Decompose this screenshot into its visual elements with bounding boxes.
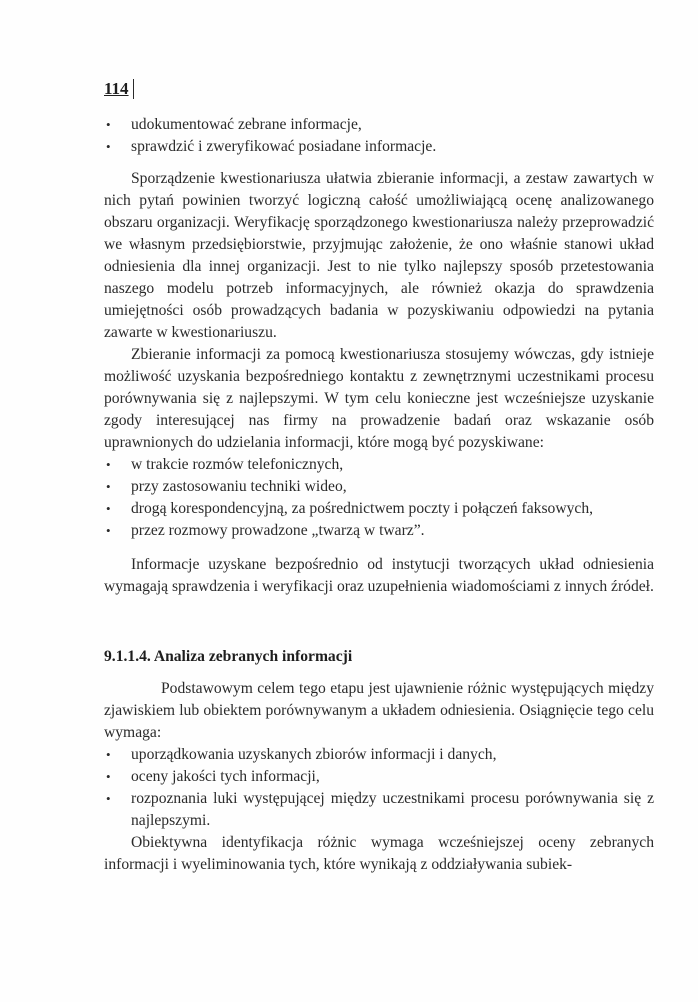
section-heading: 9.1.1.4. Analiza zebranych informacji (104, 648, 353, 665)
list-item: • drogą korespondencyjną, za pośrednictwem poczty i połączeń faksowych, (104, 498, 654, 520)
list-item: • oceny jakości tych informacji, (104, 766, 654, 788)
page-number: 114 (104, 79, 134, 99)
paragraph-verification: Informacje uzyskane bezpośrednio od instytucji tworzących układ odniesienia wymagają sprawdzenia i weryfikacji oraz uzupełnienia wiadomościami z innych źródeł. (104, 556, 654, 595)
method-bullet-list (104, 454, 654, 542)
list-item: • sprawdzić i zweryfikować posiadane informacje. (104, 136, 654, 158)
page-content (104, 114, 654, 876)
intro-bullet-list (104, 114, 654, 158)
paragraph-data-collection: Zbieranie informacji za pomocą kwestionariusza stosujemy wówczas, gdy istnieje możliwość uzyskania bezpośredniego kontaktu z zewnętrznymi uczestnikami procesu porównywania się z najlepszymi. W tym celu konieczne jest wcześniejsze uzyskanie zgody interesującej nas firmy na prowadzenie badań oraz wskazanie osób uprawnionych do udzielania informacji, które mogą być pozyskiwane: (104, 346, 654, 451)
list-item: • w trakcie rozmów telefonicznych, (104, 454, 654, 476)
paragraph-questionnaire: Sporządzenie kwestionariusza ułatwia zbieranie informacji, a zestaw zawartych w nich pytań powinien tworzyć logiczną całość umożliwiającą ocenę analizowanego obszaru organizacji. Weryfikację sporządzonego kwestionariusza należy przeprowadzić we własnym przedsiębiorstwie, przyjmując założenie, że ono właśnie stanowi układ odniesienia dla innej organizacji. Jest to nie tylko najlepszy sposób przetestowania naszego modelu potrzeb informacyjnych, ale również okazja do sprawdzenia umiejętności osób prowadzących badania w pozyskiwaniu odpowiedzi na pytania zawarte w kwestionariuszu. (104, 170, 654, 341)
paragraph-analysis-goal: Podstawowym celem tego etapu jest ujawnienie różnic występujących między zjawiskiem lub obiektem porównywanym a układem odniesienia. Osiągnięcie tego celu wymaga: (104, 680, 654, 741)
list-item: • uporządkowania uzyskanych zbiorów informacji i danych, (104, 744, 654, 766)
list-item: • przez rozmowy prowadzone „twarzą w twarz”. (104, 520, 654, 542)
goal-bullet-list (104, 744, 654, 832)
list-item: • udokumentować zebrane informacje, (104, 114, 654, 136)
list-item: • rozpoznania luki występującej między uczestnikami procesu porównywania się z najlepszymi. (104, 788, 654, 832)
paragraph-identification: Obiektywna identyfikacja różnic wymaga wcześniejszej oceny zebranych informacji i wyeliminowania tych, które wynikają z oddziaływania subiek- (104, 834, 654, 873)
list-item: • przy zastosowaniu techniki wideo, (104, 476, 654, 498)
